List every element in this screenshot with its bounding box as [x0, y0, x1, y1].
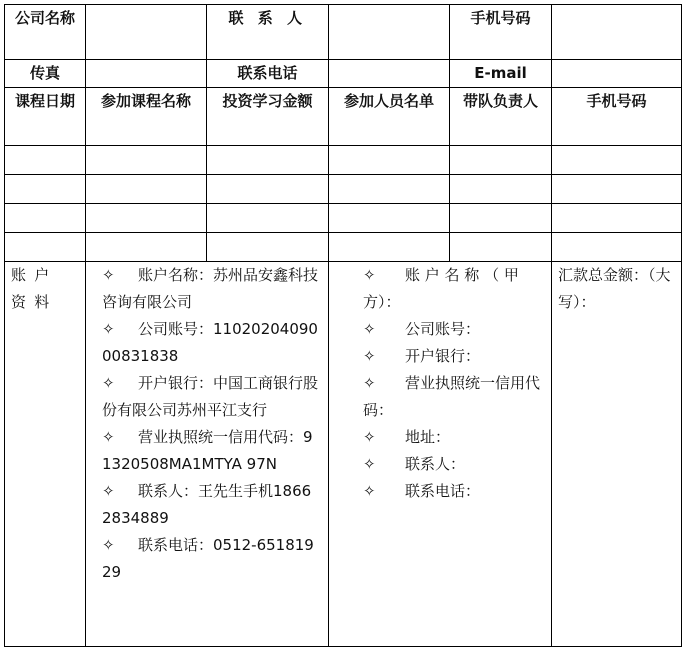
payee-item: ✧ 公司账号：1102020409000831838	[102, 316, 320, 370]
fax-label: 传真	[5, 60, 86, 88]
table-row	[5, 146, 682, 175]
table-cell[interactable]	[450, 204, 552, 233]
table-cell[interactable]	[552, 175, 682, 204]
company-name-field[interactable]	[86, 5, 207, 60]
payee-item: ✧ 账户名称：苏州品安鑫科技咨询有限公司	[102, 262, 320, 316]
col-tuition-amount: 投资学习金额	[207, 88, 329, 146]
diamond-bullet-icon: ✧	[102, 536, 115, 554]
table-cell[interactable]	[207, 175, 329, 204]
diamond-bullet-icon: ✧	[102, 266, 115, 284]
contact-person-label: 联 系 人	[207, 5, 329, 60]
table-cell[interactable]	[329, 233, 450, 262]
diamond-bullet-icon: ✧	[363, 347, 376, 365]
table-row	[5, 233, 682, 262]
diamond-bullet-icon: ✧	[102, 428, 115, 446]
mobile-label: 手机号码	[450, 5, 552, 60]
email-label: E-mail	[450, 60, 552, 88]
table-cell[interactable]	[450, 146, 552, 175]
payee-item: ✧ 开户银行：中国工商银行股份有限公司苏州平江支行	[102, 370, 320, 424]
col-course-date: 课程日期	[5, 88, 86, 146]
col-course-name: 参加课程名称	[86, 88, 207, 146]
table-cell[interactable]	[86, 175, 207, 204]
table-cell[interactable]	[329, 146, 450, 175]
diamond-bullet-icon: ✧	[363, 320, 376, 338]
payer-item: ✧ 联系电话：	[363, 478, 543, 505]
payer-item: ✧ 营业执照统一信用代码：	[363, 370, 543, 424]
payee-account-block	[86, 262, 329, 647]
table-cell[interactable]	[207, 233, 329, 262]
table-cell[interactable]	[552, 146, 682, 175]
payer-item: ✧ 账 户 名 称 （ 甲 方）：	[363, 262, 543, 316]
payer-item: ✧ 公司账号：	[363, 316, 543, 343]
diamond-bullet-icon: ✧	[102, 482, 115, 500]
column-header-row	[5, 88, 682, 146]
table-cell[interactable]	[329, 175, 450, 204]
diamond-bullet-icon: ✧	[102, 320, 115, 338]
col-participants: 参加人员名单	[329, 88, 450, 146]
contact-person-field[interactable]	[329, 5, 450, 60]
table-row	[5, 175, 682, 204]
table-cell[interactable]	[207, 146, 329, 175]
table-row	[5, 204, 682, 233]
table-cell[interactable]	[450, 233, 552, 262]
table-row	[5, 60, 682, 88]
col-team-leader: 带队负责人	[450, 88, 552, 146]
account-info-row	[5, 262, 682, 647]
contact-phone-field[interactable]	[329, 60, 450, 88]
table-cell[interactable]	[552, 233, 682, 262]
contact-phone-label: 联系电话	[207, 60, 329, 88]
table-cell[interactable]	[86, 233, 207, 262]
table-cell[interactable]	[5, 175, 86, 204]
table-cell[interactable]	[5, 146, 86, 175]
table-cell[interactable]	[207, 204, 329, 233]
email-field[interactable]	[552, 60, 682, 88]
diamond-bullet-icon: ✧	[363, 428, 376, 446]
account-info-label: 账户资料	[5, 262, 86, 647]
diamond-bullet-icon: ✧	[363, 482, 376, 500]
total-amount-cell[interactable]	[552, 262, 682, 647]
mobile-field[interactable]	[552, 5, 682, 60]
diamond-bullet-icon: ✧	[363, 374, 376, 392]
col-mobile: 手机号码	[552, 88, 682, 146]
registration-form-table	[4, 4, 682, 647]
table-cell[interactable]	[5, 204, 86, 233]
payee-item: ✧ 联系电话：0512-65181929	[102, 532, 320, 586]
diamond-bullet-icon: ✧	[363, 455, 376, 473]
table-cell[interactable]	[552, 204, 682, 233]
payer-account-block	[329, 262, 552, 647]
fax-field[interactable]	[86, 60, 207, 88]
payer-item: ✧ 开户银行：	[363, 343, 543, 370]
diamond-bullet-icon: ✧	[363, 266, 376, 284]
payer-item: ✧ 联系人：	[363, 451, 543, 478]
table-row	[5, 5, 682, 60]
table-cell[interactable]	[86, 146, 207, 175]
table-cell[interactable]	[5, 233, 86, 262]
payer-item: ✧ 地址：	[363, 424, 543, 451]
table-cell[interactable]	[329, 204, 450, 233]
payee-item: ✧ 营业执照统一信用代码：91320508MA1MTYA 97N	[102, 424, 320, 478]
company-name-label: 公司名称	[5, 5, 86, 60]
payee-item: ✧ 联系人：王先生手机18662834889	[102, 478, 320, 532]
table-cell[interactable]	[86, 204, 207, 233]
table-cell[interactable]	[450, 175, 552, 204]
diamond-bullet-icon: ✧	[102, 374, 115, 392]
total-amount-label: 汇款总金额：（大写）：	[558, 266, 671, 311]
